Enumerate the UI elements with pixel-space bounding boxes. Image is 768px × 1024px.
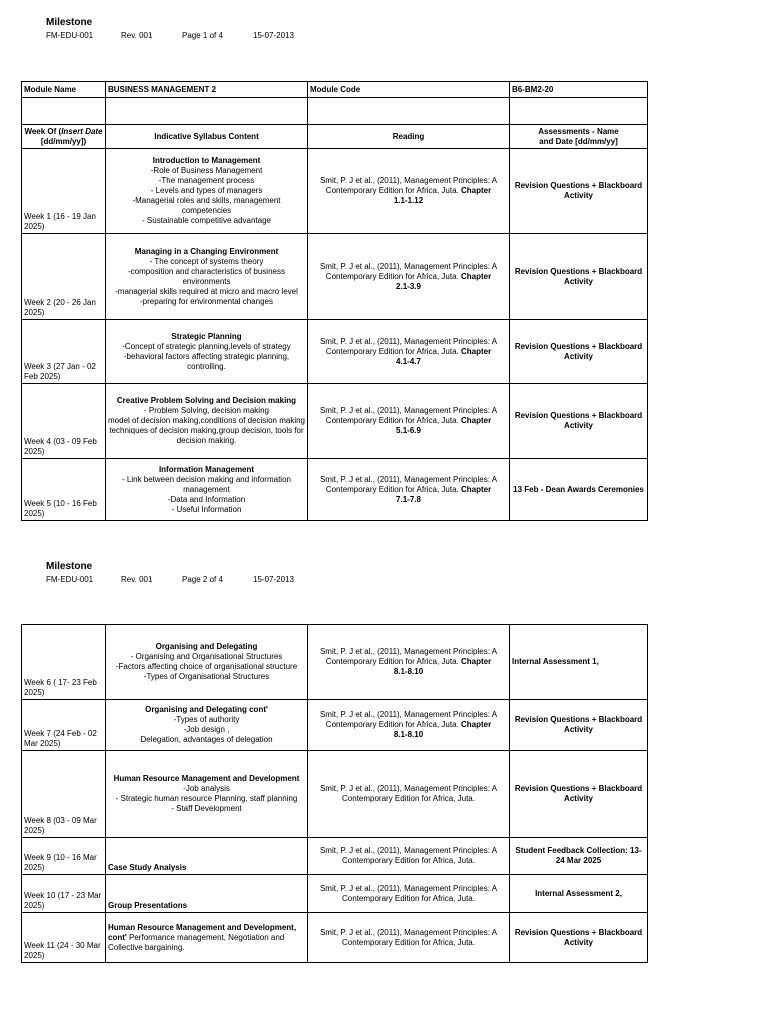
revision: Rev. 001 <box>121 575 153 584</box>
reading-publisher-text: Contemporary Edition for Africa, Juta. <box>325 657 461 666</box>
topic-line: -Concept of strategic planning,levels of strategy <box>122 341 291 351</box>
reading-cell <box>308 149 510 234</box>
topic-line: -Types of authority <box>173 715 240 724</box>
chapter-label: Chapter <box>460 657 492 666</box>
chapter-range: 1.1-1.12 <box>393 196 424 205</box>
module-name: BUSINESS MANAGEMENT 2 <box>106 82 308 98</box>
assessment-cell: Revision Questions + Blackboard Activity <box>510 751 648 838</box>
header-date: 15-07-2013 <box>253 575 294 584</box>
topic-line: -Role of Business Management <box>150 166 263 175</box>
reading-publisher-text: Contemporary Edition for Africa, Juta. <box>325 346 461 356</box>
reading-publisher-text: Contemporary Edition for Africa, Juta. <box>342 937 475 947</box>
reading-publisher <box>310 186 507 196</box>
reading-publisher <box>310 272 507 282</box>
reading-citation: Smit, P. J et al., (2011), Management Principles: A <box>319 474 498 484</box>
topic-title: Strategic Planning <box>171 331 242 341</box>
reading-cell <box>308 234 510 320</box>
reading-publisher-text: Contemporary Edition for Africa, Juta. <box>325 186 461 195</box>
topic-title: Information Management <box>158 464 255 474</box>
reading-citation: Smit, P. J et al., (2011), Management Principles: A <box>319 883 498 893</box>
week-cell: Week 8 (03 - 09 Mar 2025) <box>22 751 106 838</box>
assessment-cell: Revision Questions + Blackboard Activity <box>510 320 648 384</box>
table-row <box>22 234 648 320</box>
topic-title: Case Study Analysis <box>108 863 187 872</box>
topic-title: Organising and Delegating <box>155 642 258 651</box>
reading-publisher <box>310 794 507 804</box>
week-cell: Week 11 (24 - 30 Mar 2025) <box>22 913 106 963</box>
assessment-column-header: Assessments - Name and Date [dd/mm/yy] <box>510 125 648 149</box>
syllabus-cell <box>106 320 308 384</box>
topic-line: -preparing for environmental changes <box>140 296 273 306</box>
topic-line: -Job design , <box>183 725 230 734</box>
reading-publisher <box>310 856 507 866</box>
week-cell: Week 9 (10 - 16 Mar 2025) <box>22 838 106 875</box>
reading-cell <box>308 751 510 838</box>
chapter-label: Chapter <box>460 720 492 729</box>
table-row <box>22 913 648 963</box>
reading-publisher <box>310 485 507 495</box>
syllabus-cell <box>106 913 308 963</box>
reading-citation: Smit, P. J et al., (2011), Management Principles: A <box>319 647 498 656</box>
syllabus-cell <box>106 838 308 875</box>
table-row <box>22 751 648 838</box>
topic-line: - Sustainable competitive advantage <box>142 216 271 225</box>
topic-line: - Levels and types of managers <box>150 186 263 195</box>
table-row <box>22 700 648 751</box>
module-code-label: Module Code <box>308 82 510 98</box>
header-title: Milestone <box>46 561 93 572</box>
table-row <box>22 875 648 913</box>
page-header-2 <box>46 561 294 584</box>
reading-publisher <box>310 720 507 730</box>
syllabus-table-page-2 <box>21 624 648 963</box>
reading-citation: Smit, P. J et al., (2011), Management Principles: A <box>319 784 498 793</box>
topic-title: Group Presentations <box>108 901 188 910</box>
syllabus-cell <box>106 875 308 913</box>
topic-line: - Problem Solving, decision making <box>144 406 269 415</box>
revision: Rev. 001 <box>121 31 153 40</box>
module-row <box>22 82 648 98</box>
doc-number: FM-EDU-001 <box>46 31 94 40</box>
week-cell: Week 1 (16 - 19 Jan 2025) <box>22 149 106 234</box>
week-cell: Week 6 ( 17- 23 Feb 2025) <box>22 625 106 700</box>
topic-line: - Strategic human resource Planning, staff planning <box>115 794 298 803</box>
syllabus-cell <box>106 700 308 751</box>
topic-line: -Factors affecting choice of organisational structure <box>115 662 298 671</box>
topic-line: - Staff Development <box>171 804 242 813</box>
column-header-row <box>22 125 648 149</box>
chapter-label: Chapter <box>460 416 492 425</box>
week-cell: Week 2 (20 - 26 Jan 2025) <box>22 234 106 320</box>
topic-title: Human Resource Management and Development, cont' <box>108 922 297 942</box>
chapter-range: 2.1-3.9 <box>396 281 421 291</box>
assessment-cell: Revision Questions + Blackboard Activity <box>510 700 648 751</box>
reading-column-header: Reading <box>308 125 510 149</box>
syllabus-cell <box>106 234 308 320</box>
syllabus-cell <box>106 751 308 838</box>
table-row <box>22 625 648 700</box>
reading-publisher-text: Contemporary Edition for Africa, Juta. <box>342 856 475 865</box>
topic-title: Creative Problem Solving and Decision making <box>116 396 297 405</box>
topic-title: Managing in a Changing Environment <box>134 246 279 256</box>
chapter-label: Chapter <box>460 346 492 356</box>
reading-citation: Smit, P. J et al., (2011), Management Principles: A <box>319 176 498 185</box>
page-header-1 <box>46 17 294 40</box>
assessment-cell: Internal Assessment 1, <box>510 625 648 700</box>
week-cell: Week 5 (10 - 16 Feb 2025) <box>22 459 106 521</box>
header-meta <box>46 31 294 40</box>
table-row <box>22 384 648 459</box>
topic-line: -Job analysis <box>183 784 230 793</box>
topic-line: model of decision making,conditions of decision making <box>108 416 305 425</box>
syllabus-cell <box>106 625 308 700</box>
assessment-cell: Revision Questions + Blackboard Activity <box>510 149 648 234</box>
header-date: 15-07-2013 <box>253 31 294 40</box>
week-cell: Week 7 (24 Feb - 02 Mar 2025) <box>22 700 106 751</box>
assessment-cell: Revision Questions + Blackboard Activity <box>510 234 648 320</box>
topic-title: Introduction to Management <box>152 156 261 165</box>
chapter-range: 8.1-8.10 <box>393 667 424 676</box>
chapter-range: 5.1-6.9 <box>396 426 421 435</box>
topic-line: -Managerial roles and skills, management competencies <box>132 196 281 215</box>
reading-publisher <box>310 347 507 357</box>
week-cell: Week 10 (17 - 23 Mar 2025) <box>22 875 106 913</box>
topic-line: Delegation, advantages of delegation <box>140 735 273 744</box>
topic-line: Performance management, Negotiation and Collective bargaining. <box>108 932 285 952</box>
topic-line: -managerial skills required at micro and macro level <box>115 286 298 296</box>
reading-cell <box>308 875 510 913</box>
syllabus-cell <box>106 384 308 459</box>
reading-citation: Smit, P. J et al., (2011), Management Principles: A <box>319 336 498 346</box>
header-title: Milestone <box>46 17 93 28</box>
chapter-range: 8.1-8.10 <box>393 730 424 739</box>
reading-publisher-text: Contemporary Edition for Africa, Juta. <box>325 271 461 281</box>
chapter-label: Chapter <box>460 484 492 494</box>
topic-line: -Types of Organisational Structures <box>143 672 270 681</box>
reading-cell <box>308 625 510 700</box>
reading-cell <box>308 459 510 521</box>
reading-citation: Smit, P. J et al., (2011), Management Principles: A <box>319 406 498 415</box>
chapter-range: 4.1-4.7 <box>396 356 421 366</box>
reading-publisher-text: Contemporary Edition for Africa, Juta. <box>342 794 475 803</box>
topic-line: - The concept of systems theory <box>149 256 264 266</box>
header-meta <box>46 575 294 584</box>
syllabus-column-header: Indicative Syllabus Content <box>106 125 308 149</box>
reading-publisher-text: Contemporary Edition for Africa, Juta. <box>325 416 461 425</box>
reading-publisher <box>310 657 507 667</box>
assessment-cell: Revision Questions + Blackboard Activity <box>510 384 648 459</box>
reading-publisher <box>310 938 507 948</box>
reading-cell <box>308 700 510 751</box>
page-number: Page 2 of 4 <box>182 575 223 584</box>
syllabus-cell <box>106 149 308 234</box>
module-code: B6-BM2-20 <box>510 82 648 98</box>
reading-publisher <box>310 894 507 904</box>
reading-citation: Smit, P. J et al., (2011), Management Principles: A <box>319 261 498 271</box>
topic-title: Human Resource Management and Development <box>113 774 300 783</box>
table-row <box>22 459 648 521</box>
topic-line: -The management process <box>158 176 255 185</box>
table-row <box>22 838 648 875</box>
reading-citation: Smit, P. J et al., (2011), Management Principles: A <box>319 710 498 719</box>
reading-cell <box>308 913 510 963</box>
table-row <box>22 320 648 384</box>
assessment-cell: Revision Questions + Blackboard Activity <box>510 913 648 963</box>
chapter-label: Chapter <box>460 271 492 281</box>
topic-line: -Data and Information <box>167 494 246 504</box>
reading-publisher-text: Contemporary Edition for Africa, Juta. <box>325 484 461 494</box>
week-cell: Week 3 (27 Jan - 02 Feb 2025) <box>22 320 106 384</box>
reading-publisher-text: Contemporary Edition for Africa, Juta. <box>325 720 461 729</box>
reading-citation: Smit, P. J et al., (2011), Management Principles: A <box>319 927 498 937</box>
chapter-label: Chapter <box>460 186 492 195</box>
week-column-header: Week Of (Insert Date [dd/mm/yy]) <box>22 125 106 149</box>
module-name-label: Module Name <box>22 82 106 98</box>
reading-cell <box>308 838 510 875</box>
reading-citation: Smit, P. J et al., (2011), Management Principles: A <box>319 846 498 855</box>
chapter-range: 7.1-7.8 <box>396 494 421 504</box>
reading-publisher-text: Contemporary Edition for Africa, Juta. <box>342 893 475 903</box>
assessment-cell: Internal Assessment 2, <box>510 875 648 913</box>
blank-row <box>22 98 648 125</box>
reading-cell <box>308 320 510 384</box>
reading-publisher <box>310 416 507 426</box>
week-cell: Week 4 (03 - 09 Feb 2025) <box>22 384 106 459</box>
topic-title: Organising and Delegating cont' <box>145 705 268 714</box>
syllabus-table-page-1 <box>21 81 648 521</box>
page-number: Page 1 of 4 <box>182 31 223 40</box>
topic-line: - Link between decision making and information management <box>122 474 291 494</box>
topic-line: -composition and characteristics of business environments <box>128 266 285 286</box>
assessment-cell: 13 Feb - Dean Awards Ceremonies <box>510 459 648 521</box>
table-row <box>22 149 648 234</box>
topic-line: - Organising and Organisational Structures <box>130 652 283 661</box>
doc-number: FM-EDU-001 <box>46 575 94 584</box>
topic-line: techniques of decision making,group decision, tools for decision making. <box>109 426 304 445</box>
syllabus-cell <box>106 459 308 521</box>
assessment-cell: Student Feedback Collection: 13-24 Mar 2025 <box>510 838 648 875</box>
topic-line: -behavioral factors affecting strategic planning, controlling. <box>123 351 290 371</box>
topic-line: - Useful Information <box>171 504 242 514</box>
reading-cell <box>308 384 510 459</box>
